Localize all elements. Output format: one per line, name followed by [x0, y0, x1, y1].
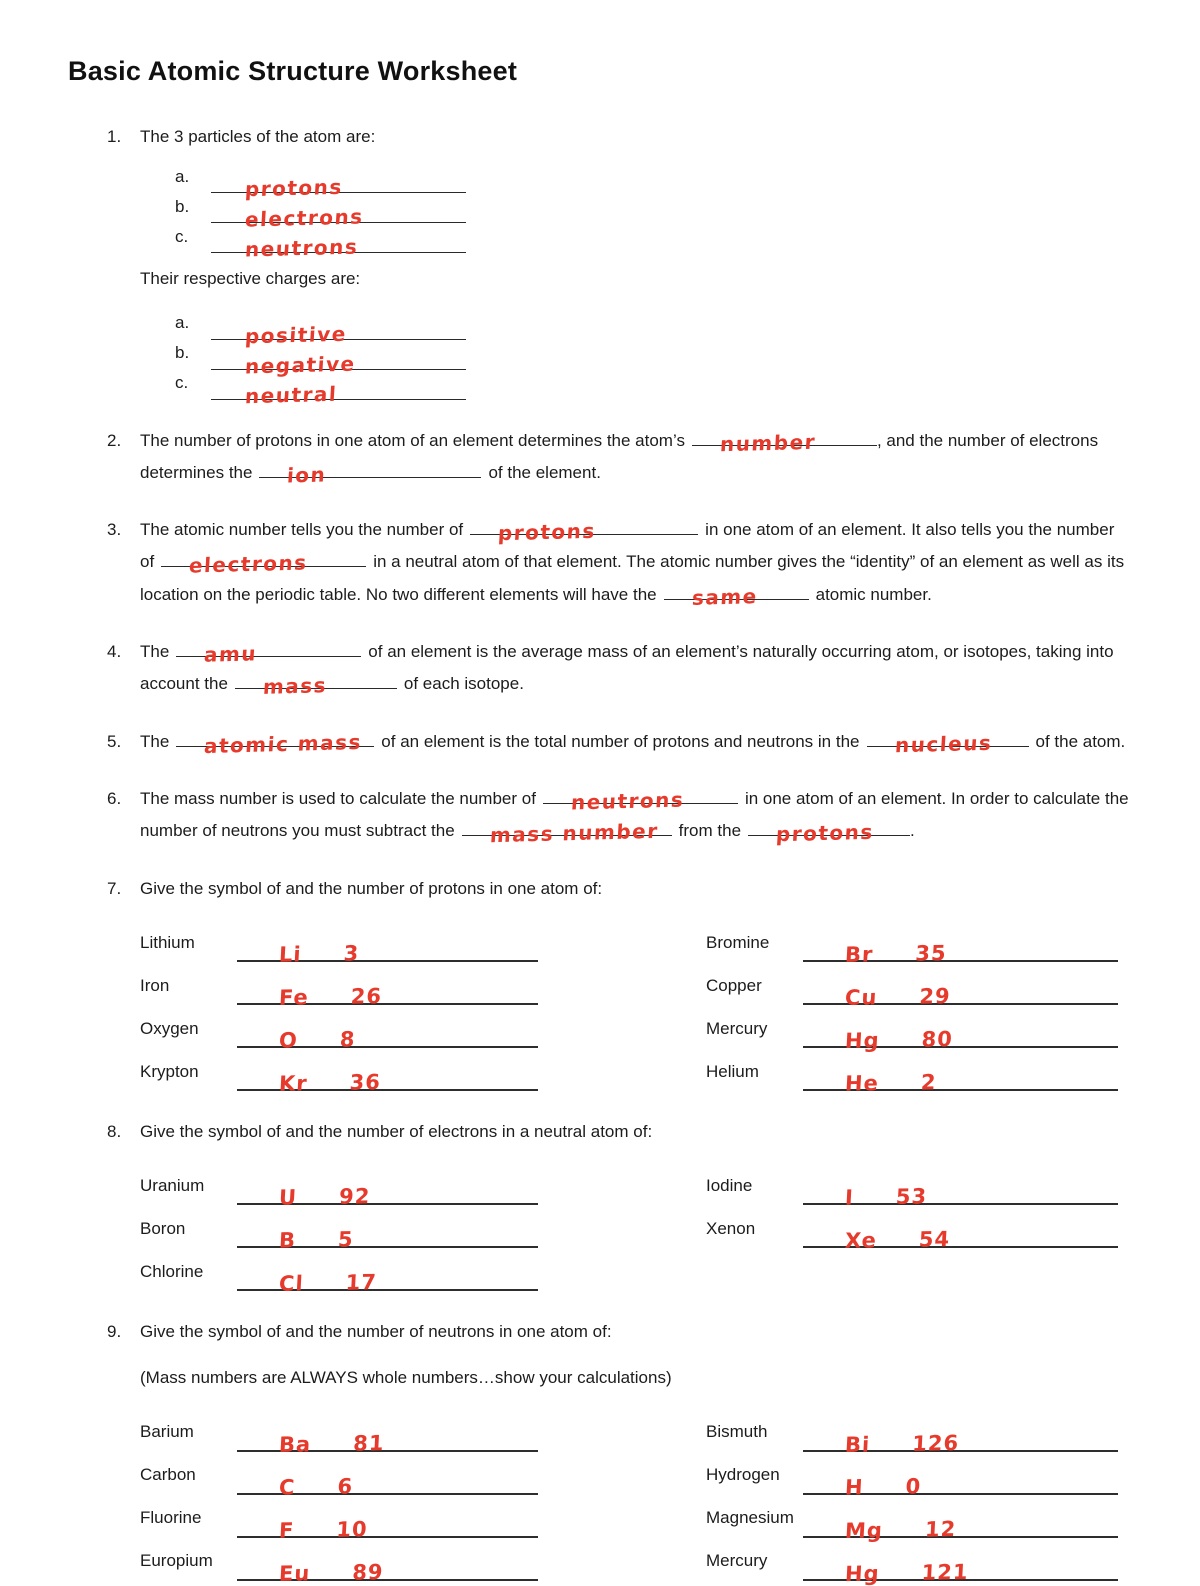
particle-item-a — [175, 163, 1130, 202]
handwritten-answer — [278, 1272, 377, 1295]
neutron-count: 121 — [921, 1559, 970, 1585]
handwritten-answer: electrons — [244, 204, 365, 232]
element-label: Copper — [706, 975, 762, 995]
element-row-barium — [140, 1409, 538, 1457]
element-symbol: He — [844, 1071, 880, 1096]
answer-line — [237, 1473, 538, 1500]
element-symbol: Li — [278, 942, 303, 967]
answer-blank — [176, 641, 361, 667]
element-row-uranium — [140, 1162, 538, 1210]
answer-blank — [211, 200, 466, 232]
handwritten-answer: same — [690, 583, 759, 610]
proton-count: 3 — [342, 941, 360, 966]
electron-count: 17 — [345, 1270, 378, 1295]
question-6-number: 6. — [107, 788, 122, 808]
answer-line — [237, 1026, 538, 1053]
element-column-left — [140, 1409, 538, 1586]
element-label: Europium — [140, 1551, 213, 1571]
element-symbol: Hg — [844, 1028, 881, 1053]
answer-blank — [235, 673, 397, 700]
answer-blank — [664, 583, 809, 610]
proton-count: 29 — [918, 983, 952, 1009]
answer-line — [803, 1226, 1118, 1254]
text-segment: of an element is the average mass of an element’s naturally occurring atom, or isotopes, taking into account the — [140, 642, 1114, 694]
element-symbol: Kr — [278, 1071, 309, 1096]
element-row-lithium — [140, 919, 538, 967]
element-row-chlorine — [140, 1248, 538, 1297]
charges-prompt: Their respective charges are: — [140, 269, 361, 289]
element-label: Carbon — [140, 1465, 196, 1485]
element-row-krypton — [140, 1048, 538, 1096]
question-1-prompt: The 3 particles of the atom are: — [140, 127, 376, 146]
element-label: Xenon — [706, 1218, 756, 1238]
handwritten-answer: electrons — [188, 550, 309, 579]
element-symbol: Mg — [844, 1518, 884, 1543]
handwritten-answer: protons — [497, 518, 597, 546]
handwritten-answer: neutral — [244, 381, 339, 408]
text-segment: in a neutral atom of that element. The atomic number gives the “identity” of an element as well as its location on the periodic table. No two different elements will have the — [140, 552, 1125, 604]
question-3-number: 3. — [107, 520, 122, 540]
neutron-count: 89 — [351, 1559, 385, 1585]
handwritten-answer: protons — [775, 819, 875, 847]
text-segment: in one atom of an element. In order to calculate the number of neutrons you must subtract the — [140, 788, 1129, 841]
text-segment: , and the number of electrons determines the — [140, 430, 1099, 482]
element-label: Oxygen — [140, 1018, 199, 1038]
element-symbol: U — [278, 1185, 298, 1210]
handwritten-answer — [844, 1516, 957, 1543]
element-column-right — [706, 1409, 1118, 1586]
neutron-count: 10 — [335, 1516, 369, 1542]
element-label: Mercury — [706, 1018, 768, 1038]
proton-count: 8 — [339, 1027, 357, 1052]
electron-count: 5 — [337, 1227, 355, 1252]
element-row-bromine — [706, 919, 1118, 967]
element-row-europium — [140, 1538, 538, 1586]
element-row-helium — [706, 1048, 1118, 1096]
element-label: Mercury — [706, 1551, 768, 1571]
page-title: Basic Atomic Structure Worksheet — [68, 56, 518, 86]
handwritten-answer — [278, 1559, 385, 1586]
handwritten-answer — [844, 1072, 937, 1095]
answer-line — [803, 1183, 1118, 1210]
question-2 — [107, 425, 1130, 490]
answer-line — [237, 1183, 538, 1210]
element-row-mercury — [706, 1005, 1118, 1053]
handwritten-answer: ion — [286, 462, 328, 488]
answer-line — [237, 1069, 538, 1096]
item-letter: c. — [175, 227, 189, 246]
handwritten-answer: amu — [203, 641, 259, 667]
proton-count: 35 — [914, 940, 948, 966]
element-grid — [140, 1162, 1130, 1297]
handwritten-answer — [278, 1229, 354, 1251]
element-label: Krypton — [140, 1061, 199, 1081]
element-label: Barium — [140, 1422, 194, 1442]
answer-blank — [211, 317, 466, 348]
element-label: Bromine — [706, 932, 770, 952]
handwritten-answer — [844, 940, 948, 967]
particles-list — [175, 163, 1130, 262]
question-4-number: 4. — [107, 642, 122, 662]
element-row-oxygen — [140, 1005, 538, 1053]
handwritten-answer — [278, 1029, 356, 1051]
neutron-count: 6 — [336, 1474, 354, 1499]
handwritten-answer — [844, 1430, 960, 1457]
neutron-count: 0 — [904, 1474, 922, 1499]
answer-blank — [211, 230, 466, 262]
question-2-text — [140, 425, 1130, 490]
element-symbol: Bi — [844, 1432, 871, 1457]
handwritten-answer — [278, 1186, 370, 1209]
handwritten-answer — [844, 1559, 970, 1586]
text-segment: of the element. — [488, 462, 601, 482]
handwritten-answer — [844, 1186, 927, 1208]
answer-blank — [462, 819, 672, 848]
element-label: Boron — [140, 1218, 186, 1238]
handwritten-answer: mass number — [488, 819, 660, 848]
element-symbol: Hg — [844, 1561, 881, 1586]
charge-item-a — [175, 310, 1130, 348]
neutron-count: 12 — [924, 1516, 957, 1542]
proton-count: 80 — [921, 1026, 954, 1052]
element-symbol: B — [278, 1228, 297, 1253]
text-segment: of each isotope. — [403, 674, 524, 694]
answer-line — [237, 1226, 538, 1253]
answer-line — [237, 1269, 538, 1297]
handwritten-answer: nucleus — [893, 730, 993, 757]
question-9 — [107, 1316, 1130, 1586]
element-label: Iodine — [706, 1175, 753, 1195]
answer-line — [803, 1516, 1118, 1543]
element-row-hydrogen — [706, 1452, 1118, 1500]
element-symbol: C — [278, 1475, 297, 1500]
handwritten-answer — [278, 1069, 382, 1096]
handwritten-answer: number — [719, 429, 817, 456]
handwritten-answer — [278, 983, 383, 1010]
question-7-number: 7. — [107, 878, 122, 898]
handwritten-answer — [844, 1476, 921, 1498]
answer-blank — [211, 347, 466, 379]
answer-line — [237, 1516, 538, 1543]
element-symbol: Eu — [278, 1561, 311, 1586]
element-label: Bismuth — [706, 1422, 768, 1442]
answer-line — [803, 1026, 1118, 1053]
handwritten-answer: neutrons — [244, 234, 360, 262]
question-9-prompt: Give the symbol of and the number of neutrons in one atom of: — [140, 1322, 612, 1342]
element-symbol: Cu — [844, 985, 879, 1010]
proton-count: 36 — [349, 1069, 382, 1095]
item-letter: a. — [175, 313, 190, 333]
neutron-count: 81 — [352, 1430, 386, 1456]
element-row-copper — [706, 962, 1118, 1010]
answer-blank — [161, 550, 366, 579]
element-label: Uranium — [140, 1175, 205, 1195]
answer-blank — [692, 429, 877, 456]
question-8 — [107, 1116, 1130, 1297]
text-segment: The number of protons in one atom of an element determines the atom’s — [140, 430, 685, 450]
proton-count: 26 — [350, 983, 383, 1009]
question-9-number: 9. — [107, 1322, 122, 1342]
answer-line — [803, 1473, 1118, 1500]
text-segment: in one atom of an element. It also tells you the number of — [140, 520, 1115, 572]
charges-list — [175, 310, 1130, 408]
handwritten-answer: positive — [244, 321, 348, 348]
element-symbol: I — [844, 1185, 855, 1210]
handwritten-answer — [844, 1026, 954, 1053]
answer-blank — [470, 518, 698, 546]
question-6-text — [140, 783, 1130, 848]
question-8-number: 8. — [107, 1121, 122, 1141]
answer-blank — [211, 170, 466, 202]
element-symbol: H — [844, 1475, 865, 1500]
element-symbol: Xe — [844, 1228, 878, 1254]
element-column-left — [140, 1162, 538, 1297]
question-9-note: (Mass numbers are ALWAYS whole numbers…show your calculations) — [140, 1368, 672, 1388]
handwritten-answer — [278, 1430, 386, 1457]
question-4 — [107, 636, 1130, 701]
answer-line — [803, 983, 1118, 1010]
element-row-fluorine — [140, 1495, 538, 1543]
element-symbol: Cl — [278, 1271, 305, 1297]
item-letter: a. — [175, 167, 190, 186]
text-segment: from the — [678, 821, 742, 841]
text-segment: The mass number is used to calculate the number of — [140, 788, 536, 808]
element-row-mercury — [706, 1538, 1118, 1586]
element-symbol: O — [278, 1028, 299, 1053]
handwritten-answer — [278, 1476, 353, 1498]
text-segment: . — [910, 821, 915, 841]
electron-count: 54 — [918, 1227, 951, 1252]
proton-count: 2 — [920, 1070, 938, 1095]
question-4-text — [140, 636, 1130, 701]
element-label: Fluorine — [140, 1508, 202, 1528]
question-7 — [107, 873, 1130, 1096]
handwritten-answer: neutrons — [570, 787, 686, 815]
question-3-text — [140, 514, 1130, 611]
question-3 — [107, 514, 1130, 611]
answer-line — [803, 1069, 1118, 1096]
neutron-count: 126 — [911, 1430, 960, 1456]
element-row-carbon — [140, 1452, 538, 1500]
text-segment: The atomic number tells you the number of — [140, 520, 464, 540]
handwritten-answer — [844, 1229, 950, 1252]
question-5 — [107, 726, 1130, 758]
answer-line — [803, 940, 1118, 967]
question-2-number: 2. — [107, 430, 122, 450]
answer-blank — [543, 787, 738, 815]
element-label: Hydrogen — [706, 1465, 780, 1485]
electron-count: 92 — [338, 1184, 371, 1209]
element-label: Iron — [140, 975, 170, 995]
question-7-prompt: Give the symbol of and the number of protons in one atom of: — [140, 878, 603, 898]
handwritten-answer — [844, 983, 952, 1010]
element-column-right — [706, 919, 1118, 1096]
item-letter: b. — [175, 197, 190, 216]
text-segment: atomic number. — [815, 584, 932, 604]
element-row-iodine — [706, 1162, 1118, 1210]
element-symbol: Fe — [278, 985, 310, 1010]
text-segment: of an element is the total number of protons and neutrons in the — [381, 731, 860, 751]
handwritten-answer — [278, 1516, 369, 1543]
question-8-prompt: Give the symbol of and the number of electrons in a neutral atom of: — [140, 1121, 653, 1141]
element-row-bismuth — [706, 1409, 1118, 1457]
handwritten-answer: mass — [262, 673, 328, 700]
element-row-boron — [140, 1205, 538, 1253]
answer-blank — [259, 462, 481, 488]
answer-line — [237, 983, 538, 1010]
element-label: Chlorine — [140, 1261, 204, 1281]
handwritten-answer: atomic mass — [203, 729, 363, 758]
element-symbol: F — [278, 1518, 296, 1543]
element-symbol: Br — [844, 942, 875, 967]
item-letter: c. — [175, 373, 189, 393]
answer-blank — [867, 730, 1029, 757]
question-5-number: 5. — [107, 731, 122, 751]
question-5-text — [140, 726, 1130, 758]
question-6 — [107, 783, 1130, 848]
element-row-magnesium — [706, 1495, 1118, 1543]
element-grid — [140, 919, 1130, 1096]
answer-line — [237, 940, 538, 967]
text-segment: The — [140, 731, 170, 751]
question-1-number: 1. — [107, 127, 122, 146]
text-segment: of the atom. — [1035, 731, 1126, 751]
element-label: Magnesium — [706, 1508, 794, 1528]
text-segment: The — [140, 642, 170, 662]
element-grid — [140, 1409, 1130, 1586]
element-label: Helium — [706, 1061, 759, 1081]
item-letter: b. — [175, 343, 190, 363]
answer-line — [803, 1430, 1118, 1457]
element-row-iron — [140, 962, 538, 1010]
handwritten-answer: negative — [244, 351, 357, 379]
electron-count: 53 — [895, 1184, 928, 1209]
answer-blank — [211, 377, 466, 408]
question-1 — [107, 121, 1130, 408]
answer-line — [237, 1430, 538, 1457]
element-symbol: Ba — [278, 1432, 312, 1457]
answer-blank — [176, 729, 374, 758]
answer-blank — [748, 819, 910, 847]
handwritten-answer: protons — [244, 174, 344, 202]
element-column-left — [140, 919, 538, 1096]
element-row-xenon — [706, 1205, 1118, 1254]
handwritten-answer — [278, 943, 359, 965]
element-label: Lithium — [140, 932, 195, 952]
answer-line — [803, 1559, 1118, 1586]
element-column-right — [706, 1162, 1118, 1291]
answer-line — [237, 1559, 538, 1586]
worksheet-body — [107, 121, 1130, 1586]
